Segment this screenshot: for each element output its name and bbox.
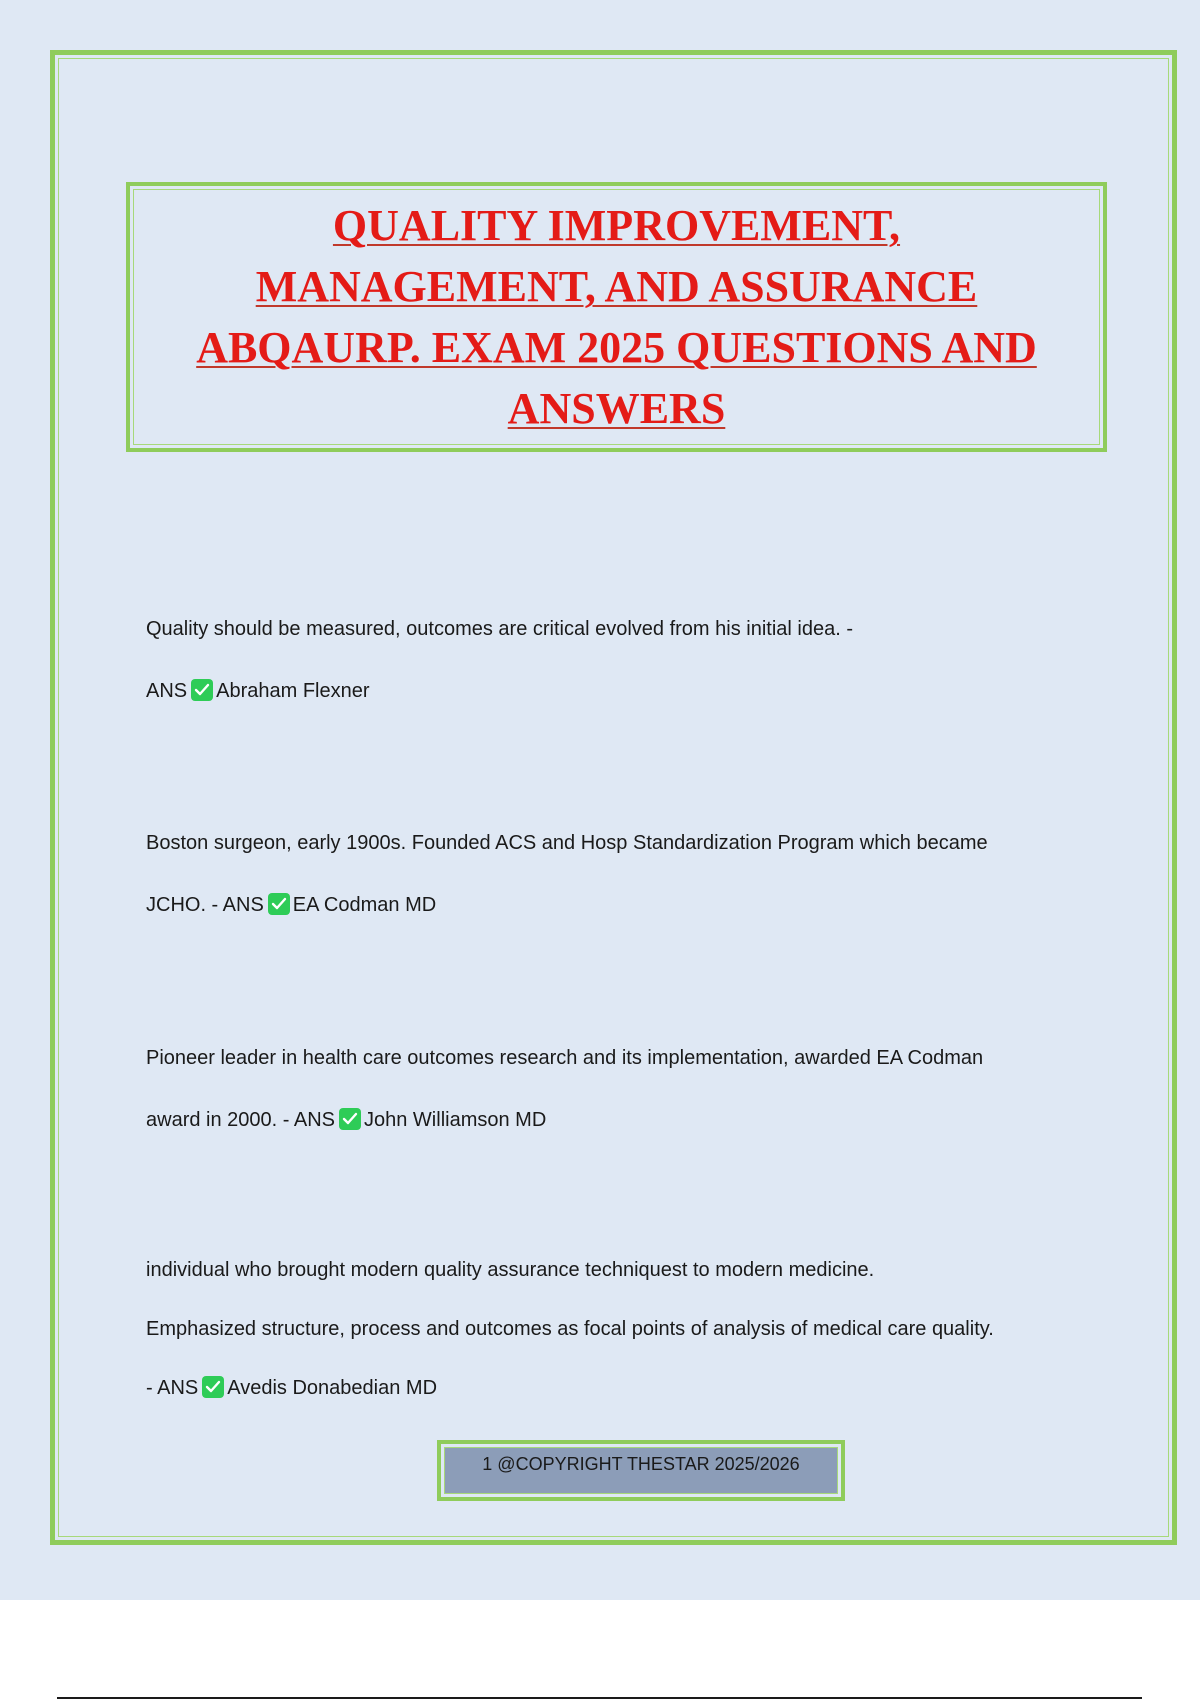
bottom-divider [57,1697,1142,1699]
qa-item [146,1241,1106,1418]
answer-line [146,1109,546,1131]
answer-prefix: JCHO. - ANS [146,894,264,916]
answer-line [146,680,370,702]
question-text-continued: Emphasized structure, process and outcomes as focal points of analysis of medical care quality. [146,1318,994,1340]
qa-item [146,1027,1106,1151]
check-mark-icon [202,1376,224,1398]
question-text: Boston surgeon, early 1900s. Founded ACS and Hosp Standardization Program which became [146,832,988,854]
check-mark-icon [339,1108,361,1130]
check-mark-icon [191,679,213,701]
copyright-footer: 1 @COPYRIGHT THESTAR 2025/2026 [444,1447,838,1494]
title-box [126,182,1107,452]
answer-text: Avedis Donabedian MD [227,1377,438,1399]
question-text: individual who brought modern quality assurance techniquest to modern medicine. [146,1259,875,1281]
title-line-4: ANSWERS [507,384,726,433]
question-text: Pioneer leader in health care outcomes research and its implementation, awarded EA Codman [146,1047,984,1069]
answer-line [146,1377,437,1399]
title-line-1: QUALITY IMPROVEMENT, [332,201,901,250]
qa-list [146,598,1106,1418]
answer-text: EA Codman MD [292,894,437,916]
qa-item [146,812,1106,936]
qa-item [146,598,1106,722]
answer-text: John Williamson MD [364,1109,547,1131]
answer-prefix: - ANS [146,1377,199,1399]
question-text: Quality should be measured, outcomes are critical evolved from his initial idea. - [146,618,853,640]
answer-prefix: award in 2000. - ANS [146,1109,335,1131]
answer-line [146,894,436,916]
title-line-3: ABQAURP. EXAM 2025 QUESTIONS AND [196,323,1037,372]
answer-prefix: ANS [146,680,188,702]
check-mark-icon [268,893,290,915]
answer-text: Abraham Flexner [216,680,370,702]
document-title [184,195,1049,439]
footer-box [437,1440,845,1501]
title-line-2: MANAGEMENT, AND ASSURANCE [255,262,978,311]
